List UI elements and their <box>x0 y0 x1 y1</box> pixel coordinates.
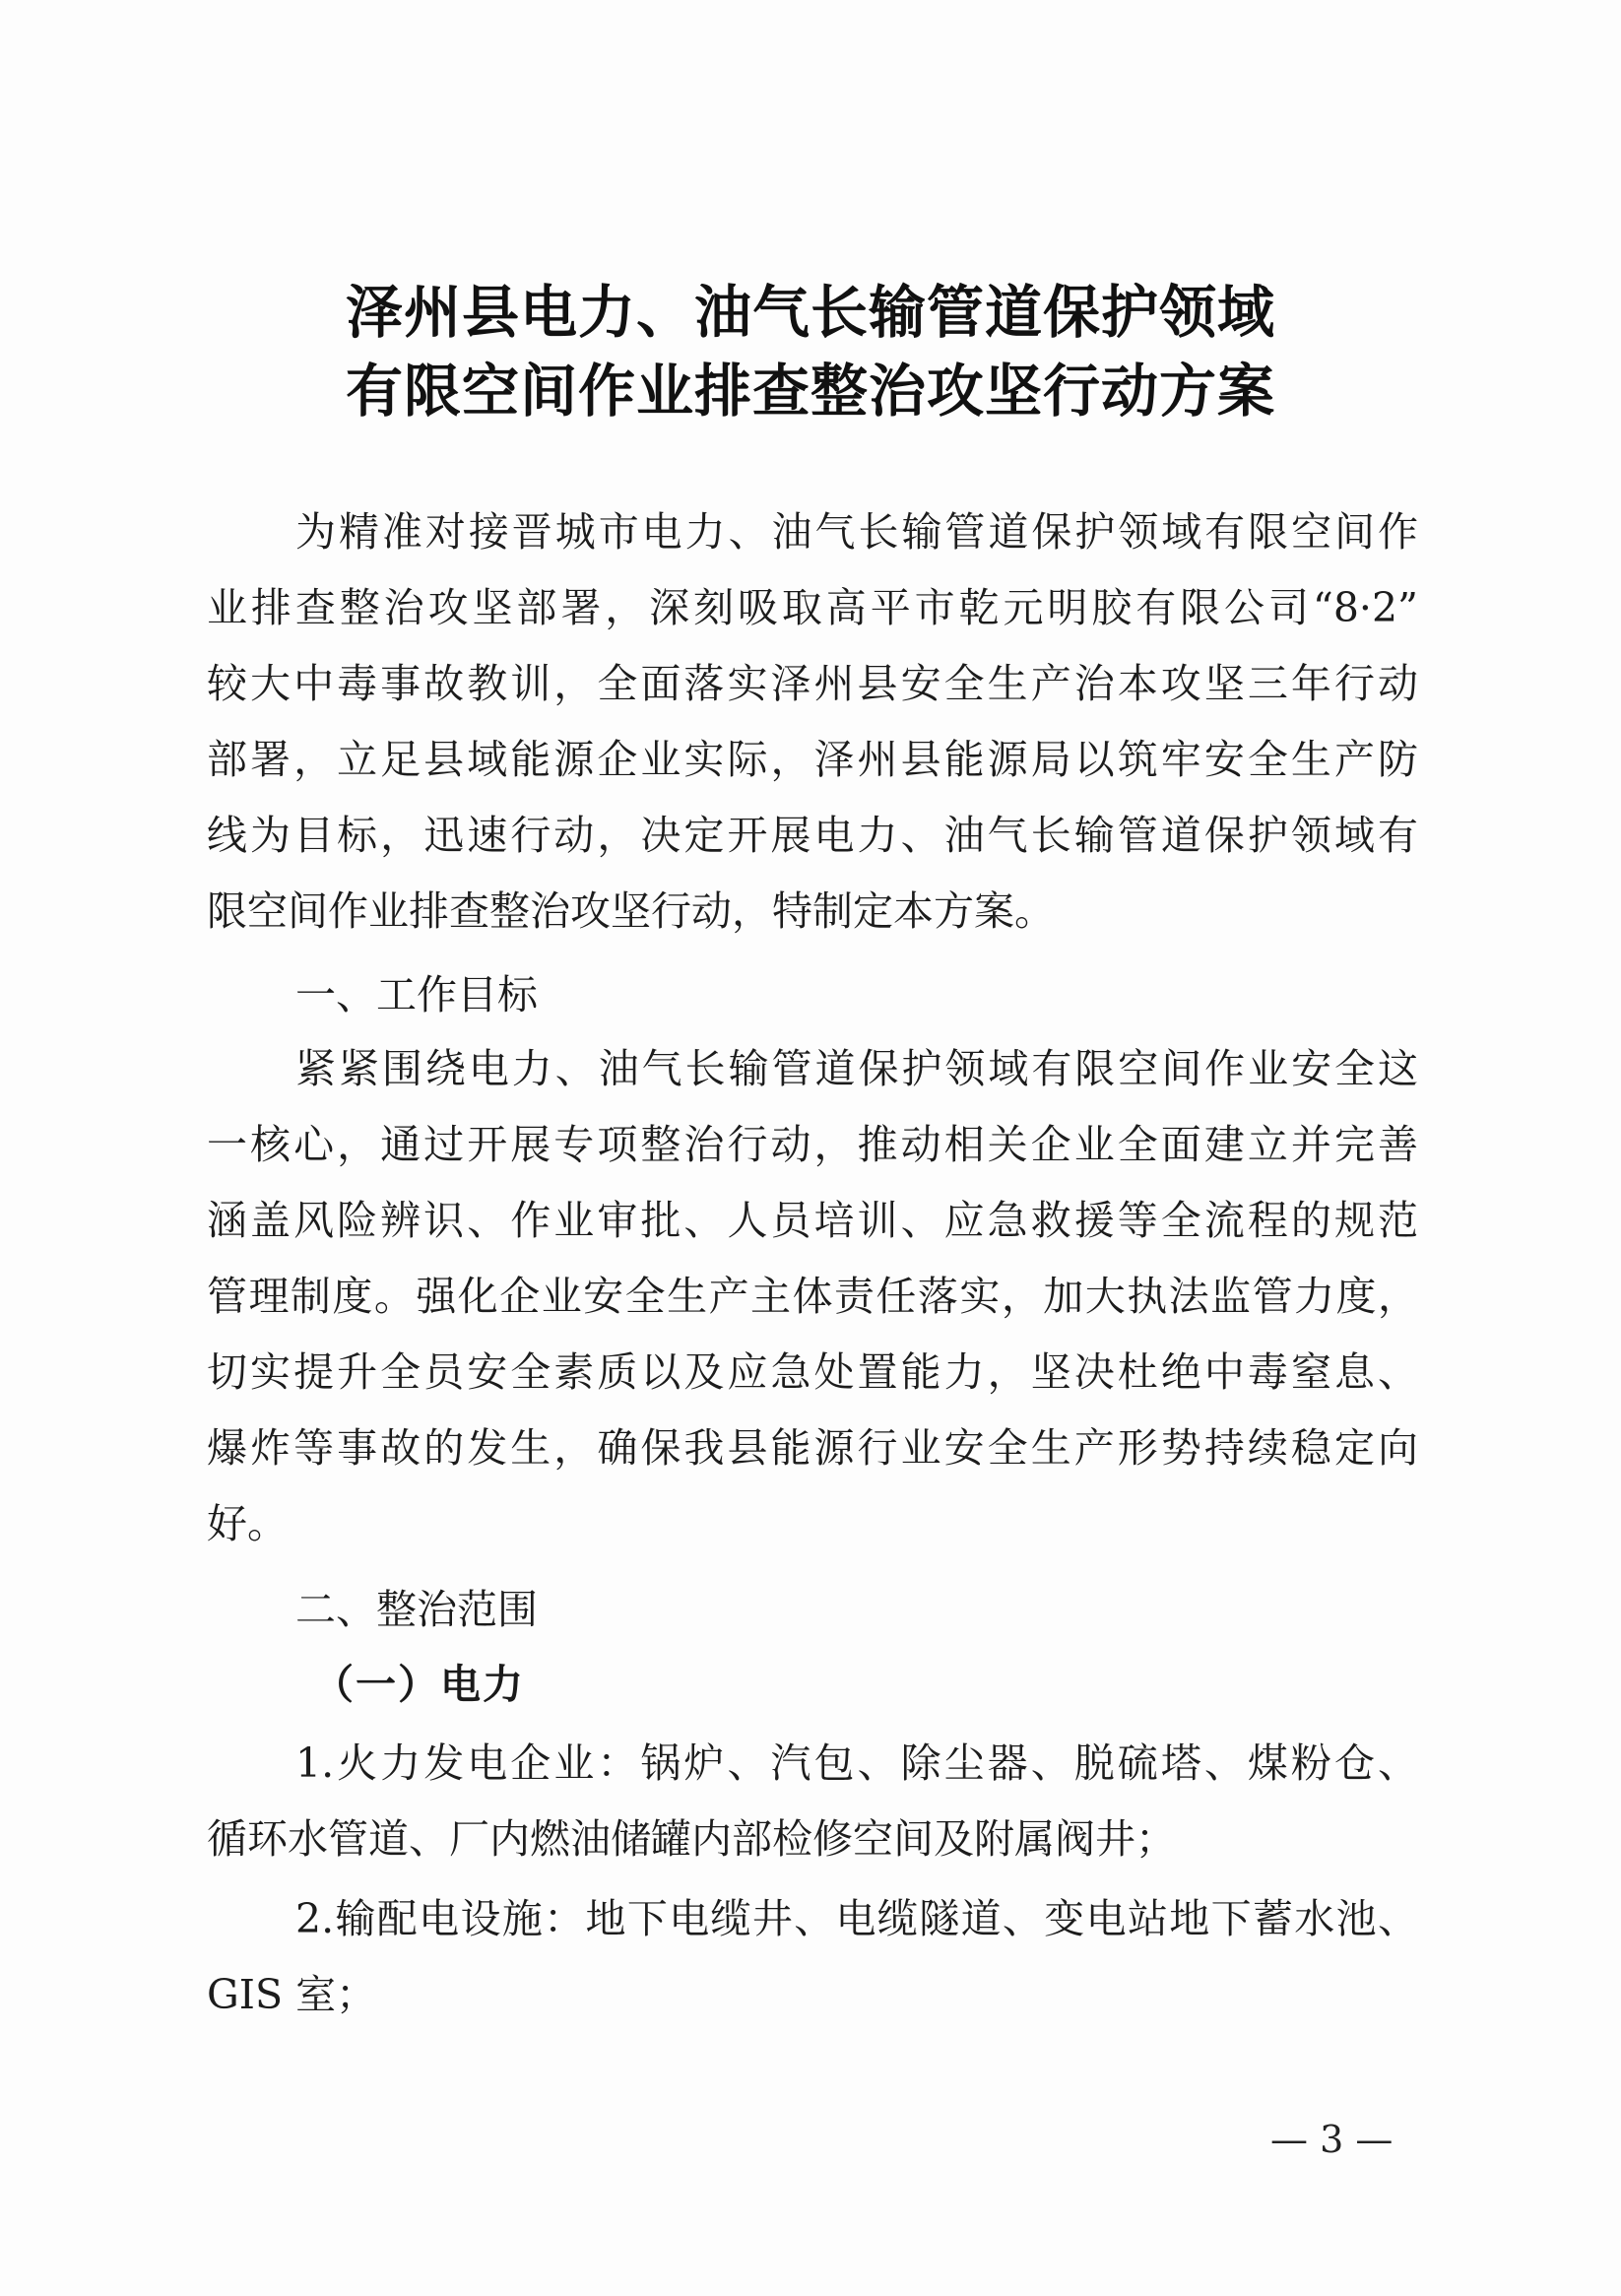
intro-line-3: 较大中毒事故教训，全面落实泽州县安全生产治本攻坚三年行动 <box>207 660 1418 707</box>
goals-line-6: 爆炸等事故的发生，确保我县能源行业安全生产形势持续稳定向 <box>207 1424 1418 1472</box>
section-heading-scope: 二、整治范围 <box>295 1586 538 1633</box>
item1-line-1: 1.火力发电企业：锅炉、汽包、除尘器、脱硫塔、煤粉仓、 <box>295 1739 1418 1787</box>
intro-line-5: 线为目标，迅速行动，决定开展电力、油气长输管道保护领域有 <box>207 812 1418 859</box>
item1-line-2: 循环水管道、厂内燃油储罐内部检修空间及附属阀井； <box>207 1815 1176 1863</box>
subsection-heading-power: （一）电力 <box>313 1661 525 1708</box>
goals-line-3: 涵盖风险辨识、作业审批、人员培训、应急救援等全流程的规范 <box>207 1197 1418 1244</box>
page-number: — 3 — <box>1270 2118 1394 2161</box>
item2-line-1: 2.输配电设施：地下电缆井、电缆隧道、变电站地下蓄水池、 <box>295 1895 1418 1942</box>
goals-line-2: 一核心，通过开展专项整治行动，推动相关企业全面建立并完善 <box>207 1121 1418 1168</box>
item2-line-2: GIS 室； <box>207 1971 377 2018</box>
document-title-line-2: 有限空间作业排查整治攻坚行动方案 <box>345 358 1275 425</box>
goals-line-4: 管理制度。强化企业安全生产主体责任落实，加大执法监管力度， <box>207 1273 1418 1320</box>
section-heading-work-goals: 一、工作目标 <box>295 971 538 1018</box>
goals-line-1: 紧紧围绕电力、油气长输管道保护领域有限空间作业安全这 <box>295 1045 1418 1092</box>
goals-line-7: 好。 <box>207 1500 288 1547</box>
document-title-line-1: 泽州县电力、油气长输管道保护领域 <box>345 279 1275 346</box>
intro-line-6: 限空间作业排查整治攻坚行动，特制定本方案。 <box>207 887 1055 935</box>
intro-line-2: 业排查整治攻坚部署，深刻吸取高平市乾元明胶有限公司“8·2” <box>207 584 1418 631</box>
intro-line-1: 为精准对接晋城市电力、油气长输管道保护领域有限空间作 <box>295 508 1418 556</box>
goals-line-5: 切实提升全员安全素质以及应急处置能力，坚决杜绝中毒窒息、 <box>207 1348 1418 1396</box>
intro-line-4: 部署，立足县域能源企业实际，泽州县能源局以筑牢安全生产防 <box>207 736 1418 783</box>
